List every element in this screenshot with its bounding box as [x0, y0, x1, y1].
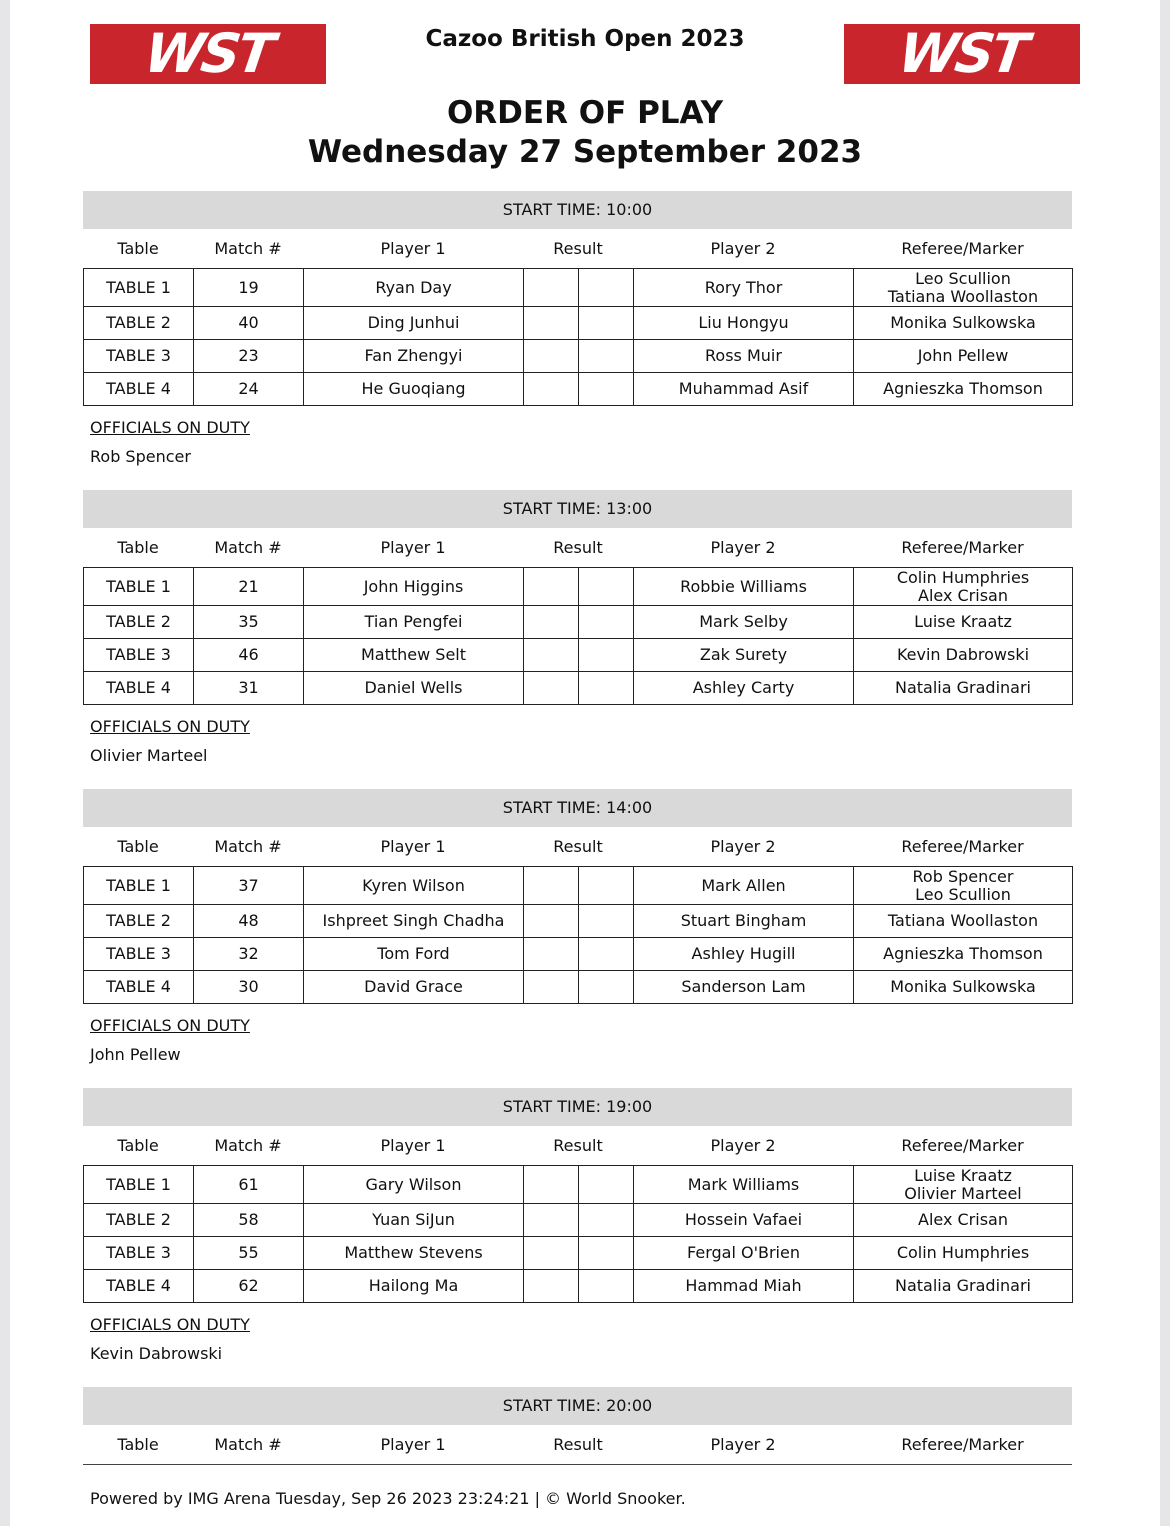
- referee-name: Tatiana Woollaston: [887, 911, 1039, 930]
- player2-cell: Zak Surety: [634, 639, 854, 672]
- table-row: [84, 938, 1073, 971]
- result-score-1-cell: [524, 639, 579, 672]
- player2-cell: Fergal O'Brien: [634, 1237, 854, 1270]
- referee-name: Agnieszka Thomson: [883, 379, 1043, 398]
- player1-cell: Ishpreet Singh Chadha: [304, 905, 524, 938]
- table-cell: TABLE 2: [84, 307, 194, 340]
- column-header-result: Result: [553, 1136, 603, 1155]
- result-score-2-cell: [579, 373, 634, 406]
- column-header-player2: Player 2: [710, 538, 776, 557]
- title-heading: ORDER OF PLAY: [446, 95, 724, 131]
- official-name: John Pellew: [90, 1045, 181, 1064]
- table-cell: TABLE 4: [84, 672, 194, 705]
- column-header-result: Result: [553, 538, 603, 557]
- result-score-1-cell: [524, 672, 579, 705]
- order-of-play-page: [10, 0, 1160, 1526]
- player1-cell: Tom Ford: [304, 938, 524, 971]
- table-row: [84, 1166, 1073, 1204]
- table-cell: TABLE 4: [84, 373, 194, 406]
- column-header-player2: Player 2: [710, 239, 776, 258]
- table-row: [84, 672, 1073, 705]
- officials-on-duty: [90, 418, 1072, 465]
- player1-cell: He Guoqiang: [304, 373, 524, 406]
- marker-name: Olivier Marteel: [904, 1183, 1022, 1203]
- result-score-2-cell: [579, 905, 634, 938]
- marker-name: Tatiana Woollaston: [887, 286, 1039, 306]
- session-block: [83, 1088, 1072, 1362]
- player1-cell: Gary Wilson: [304, 1166, 524, 1204]
- result-score-1-cell: [524, 269, 579, 307]
- result-score-1-cell: [524, 1166, 579, 1204]
- player2-cell: Liu Hongyu: [634, 307, 854, 340]
- officials-label: OFFICIALS ON DUTY: [90, 1315, 250, 1334]
- table-row: [84, 269, 1073, 307]
- result-score-1-cell: [524, 340, 579, 373]
- column-header-player1: Player 1: [380, 1136, 446, 1155]
- referee-cell: [854, 340, 1073, 373]
- column-header-referee: Referee/Marker: [901, 1136, 1024, 1155]
- start-time-bar: START TIME: 14:00: [83, 789, 1072, 827]
- result-score-2-cell: [579, 938, 634, 971]
- column-header-result: Result: [553, 1435, 603, 1454]
- result-score-2-cell: [579, 867, 634, 905]
- match-number-cell: 48: [194, 905, 304, 938]
- wst-logo-text: WST: [894, 22, 1030, 85]
- table-cell: TABLE 3: [84, 938, 194, 971]
- match-number-cell: 62: [194, 1270, 304, 1303]
- column-header-player2: Player 2: [710, 1435, 776, 1454]
- result-score-1-cell: [524, 971, 579, 1004]
- match-number-cell: 61: [194, 1166, 304, 1204]
- result-score-1-cell: [524, 1204, 579, 1237]
- player2-cell: Robbie Williams: [634, 568, 854, 606]
- result-score-1-cell: [524, 1270, 579, 1303]
- referee-cell: [854, 905, 1073, 938]
- table-cell: TABLE 2: [84, 606, 194, 639]
- referee-cell: [854, 639, 1073, 672]
- table-row: [84, 568, 1073, 606]
- table-row: [84, 1237, 1073, 1270]
- referee-cell: [854, 1237, 1073, 1270]
- player2-cell: Muhammad Asif: [634, 373, 854, 406]
- table-end-divider: [83, 1464, 1072, 1465]
- officials-label: OFFICIALS ON DUTY: [90, 717, 250, 736]
- column-header-row: [83, 1425, 1072, 1464]
- result-score-1-cell: [524, 307, 579, 340]
- match-number-cell: 55: [194, 1237, 304, 1270]
- footer-credit: Powered by IMG Arena Tuesday, Sep 26 2023 23:24:21 | © World Snooker.: [90, 1489, 686, 1508]
- officials-on-duty: [90, 1315, 1072, 1362]
- match-number-cell: 32: [194, 938, 304, 971]
- table-row: [84, 639, 1073, 672]
- column-header-row: [83, 528, 1072, 567]
- result-score-2-cell: [579, 1204, 634, 1237]
- match-number-cell: 24: [194, 373, 304, 406]
- result-score-1-cell: [524, 606, 579, 639]
- match-table: [83, 268, 1073, 406]
- title-date: Wednesday 27 September 2023: [307, 134, 863, 170]
- table-row: [84, 373, 1073, 406]
- result-score-2-cell: [579, 971, 634, 1004]
- table-cell: TABLE 2: [84, 905, 194, 938]
- result-score-2-cell: [579, 269, 634, 307]
- column-header-match: Match #: [214, 1435, 282, 1454]
- match-table: [83, 567, 1073, 705]
- match-number-cell: 19: [194, 269, 304, 307]
- officials-label: OFFICIALS ON DUTY: [90, 1016, 250, 1035]
- referee-name: Natalia Gradinari: [895, 678, 1031, 697]
- referee-name: Colin Humphries: [896, 567, 1030, 587]
- wst-logo-text: WST: [140, 22, 276, 85]
- referee-cell: [854, 373, 1073, 406]
- session-block: [83, 789, 1072, 1063]
- column-header-referee: Referee/Marker: [901, 837, 1024, 856]
- result-score-2-cell: [579, 1237, 634, 1270]
- referee-cell: [854, 938, 1073, 971]
- player2-cell: Mark Selby: [634, 606, 854, 639]
- official-name: Rob Spencer: [90, 447, 191, 466]
- table-cell: TABLE 3: [84, 639, 194, 672]
- referee-name: Natalia Gradinari: [895, 1276, 1031, 1295]
- result-score-2-cell: [579, 307, 634, 340]
- player2-cell: Hammad Miah: [634, 1270, 854, 1303]
- column-header-player1: Player 1: [380, 538, 446, 557]
- referee-name: Monika Sulkowska: [890, 313, 1036, 332]
- table-row: [84, 1204, 1073, 1237]
- player2-cell: Ashley Hugill: [634, 938, 854, 971]
- result-score-2-cell: [579, 1166, 634, 1204]
- column-header-result: Result: [553, 239, 603, 258]
- match-table: [83, 1165, 1073, 1303]
- result-score-1-cell: [524, 373, 579, 406]
- table-cell: TABLE 1: [84, 269, 194, 307]
- table-cell: TABLE 2: [84, 1204, 194, 1237]
- match-number-cell: 30: [194, 971, 304, 1004]
- page-title: [210, 94, 960, 172]
- referee-cell: [854, 672, 1073, 705]
- player2-cell: Hossein Vafaei: [634, 1204, 854, 1237]
- player1-cell: Yuan SiJun: [304, 1204, 524, 1237]
- column-header-row: [83, 1126, 1072, 1165]
- player1-cell: Tian Pengfei: [304, 606, 524, 639]
- referee-name: Colin Humphries: [896, 1243, 1030, 1262]
- referee-cell: [854, 606, 1073, 639]
- referee-name: Rob Spencer: [912, 866, 1014, 886]
- session-block: [83, 490, 1072, 764]
- referee-cell: [854, 1166, 1073, 1204]
- column-header-table: Table: [117, 1136, 159, 1155]
- match-number-cell: 31: [194, 672, 304, 705]
- result-score-1-cell: [524, 1237, 579, 1270]
- referee-name: Monika Sulkowska: [890, 977, 1036, 996]
- column-header-match: Match #: [214, 239, 282, 258]
- referee-name: John Pellew: [917, 346, 1009, 365]
- column-header-player1: Player 1: [380, 1435, 446, 1454]
- result-score-2-cell: [579, 568, 634, 606]
- table-row: [84, 340, 1073, 373]
- wst-logo-right: [844, 24, 1080, 84]
- referee-cell: [854, 568, 1073, 606]
- table-cell: TABLE 1: [84, 568, 194, 606]
- referee-cell: [854, 269, 1073, 307]
- start-time-bar: START TIME: 10:00: [83, 191, 1072, 229]
- referee-cell: [854, 1270, 1073, 1303]
- column-header-player2: Player 2: [710, 1136, 776, 1155]
- column-header-match: Match #: [214, 538, 282, 557]
- referee-cell: [854, 971, 1073, 1004]
- result-score-1-cell: [524, 867, 579, 905]
- match-number-cell: 37: [194, 867, 304, 905]
- result-score-2-cell: [579, 1270, 634, 1303]
- result-score-2-cell: [579, 606, 634, 639]
- match-number-cell: 40: [194, 307, 304, 340]
- player2-cell: Mark Williams: [634, 1166, 854, 1204]
- column-header-referee: Referee/Marker: [901, 538, 1024, 557]
- column-header-table: Table: [117, 239, 159, 258]
- start-time-bar: START TIME: 19:00: [83, 1088, 1072, 1126]
- wst-logo-left: [90, 24, 326, 84]
- referee-name: Leo Scullion: [915, 268, 1011, 288]
- result-score-1-cell: [524, 568, 579, 606]
- official-name: Kevin Dabrowski: [90, 1344, 223, 1363]
- officials-on-duty: [90, 1016, 1072, 1063]
- player1-cell: John Higgins: [304, 568, 524, 606]
- table-cell: TABLE 3: [84, 340, 194, 373]
- column-header-match: Match #: [214, 1136, 282, 1155]
- player1-cell: Hailong Ma: [304, 1270, 524, 1303]
- start-time-bar: START TIME: 13:00: [83, 490, 1072, 528]
- player1-cell: Fan Zhengyi: [304, 340, 524, 373]
- match-number-cell: 21: [194, 568, 304, 606]
- session-block: [83, 191, 1072, 465]
- player2-cell: Ross Muir: [634, 340, 854, 373]
- table-row: [84, 307, 1073, 340]
- match-number-cell: 46: [194, 639, 304, 672]
- player1-cell: Matthew Stevens: [304, 1237, 524, 1270]
- referee-name: Agnieszka Thomson: [883, 944, 1043, 963]
- column-header-row: [83, 229, 1072, 268]
- table-row: [84, 1270, 1073, 1303]
- column-header-match: Match #: [214, 837, 282, 856]
- table-cell: TABLE 4: [84, 1270, 194, 1303]
- column-header-referee: Referee/Marker: [901, 1435, 1024, 1454]
- player2-cell: Stuart Bingham: [634, 905, 854, 938]
- table-row: [84, 971, 1073, 1004]
- table-row: [84, 606, 1073, 639]
- referee-cell: [854, 1204, 1073, 1237]
- session-block: [83, 1387, 1072, 1465]
- table-cell: TABLE 1: [84, 1166, 194, 1204]
- result-score-1-cell: [524, 905, 579, 938]
- official-name: Olivier Marteel: [90, 746, 208, 765]
- officials-on-duty: [90, 717, 1072, 764]
- player2-cell: Mark Allen: [634, 867, 854, 905]
- player2-cell: Rory Thor: [634, 269, 854, 307]
- result-score-2-cell: [579, 340, 634, 373]
- referee-cell: [854, 867, 1073, 905]
- player1-cell: Daniel Wells: [304, 672, 524, 705]
- result-score-2-cell: [579, 672, 634, 705]
- marker-name: Leo Scullion: [915, 884, 1011, 904]
- match-number-cell: 35: [194, 606, 304, 639]
- match-number-cell: 23: [194, 340, 304, 373]
- player1-cell: Matthew Selt: [304, 639, 524, 672]
- column-header-referee: Referee/Marker: [901, 239, 1024, 258]
- player2-cell: Sanderson Lam: [634, 971, 854, 1004]
- column-header-player1: Player 1: [380, 837, 446, 856]
- match-table: [83, 866, 1073, 1004]
- player1-cell: Ryan Day: [304, 269, 524, 307]
- column-header-table: Table: [117, 538, 159, 557]
- player1-cell: Ding Junhui: [304, 307, 524, 340]
- referee-name: Luise Kraatz: [914, 612, 1012, 631]
- match-number-cell: 58: [194, 1204, 304, 1237]
- player1-cell: David Grace: [304, 971, 524, 1004]
- officials-label: OFFICIALS ON DUTY: [90, 418, 250, 437]
- referee-name: Luise Kraatz: [914, 1165, 1012, 1185]
- column-header-result: Result: [553, 837, 603, 856]
- table-cell: TABLE 1: [84, 867, 194, 905]
- event-title: Cazoo British Open 2023: [425, 26, 745, 52]
- player2-cell: Ashley Carty: [634, 672, 854, 705]
- column-header-row: [83, 827, 1072, 866]
- table-row: [84, 905, 1073, 938]
- table-cell: TABLE 4: [84, 971, 194, 1004]
- player1-cell: Kyren Wilson: [304, 867, 524, 905]
- table-row: [84, 867, 1073, 905]
- result-score-1-cell: [524, 938, 579, 971]
- column-header-player1: Player 1: [380, 239, 446, 258]
- start-time-bar: START TIME: 20:00: [83, 1387, 1072, 1425]
- referee-name: Kevin Dabrowski: [896, 645, 1030, 664]
- result-score-2-cell: [579, 639, 634, 672]
- referee-name: Alex Crisan: [918, 1210, 1008, 1229]
- column-header-table: Table: [117, 1435, 159, 1454]
- table-cell: TABLE 3: [84, 1237, 194, 1270]
- marker-name: Alex Crisan: [918, 585, 1008, 605]
- column-header-player2: Player 2: [710, 837, 776, 856]
- column-header-table: Table: [117, 837, 159, 856]
- referee-cell: [854, 307, 1073, 340]
